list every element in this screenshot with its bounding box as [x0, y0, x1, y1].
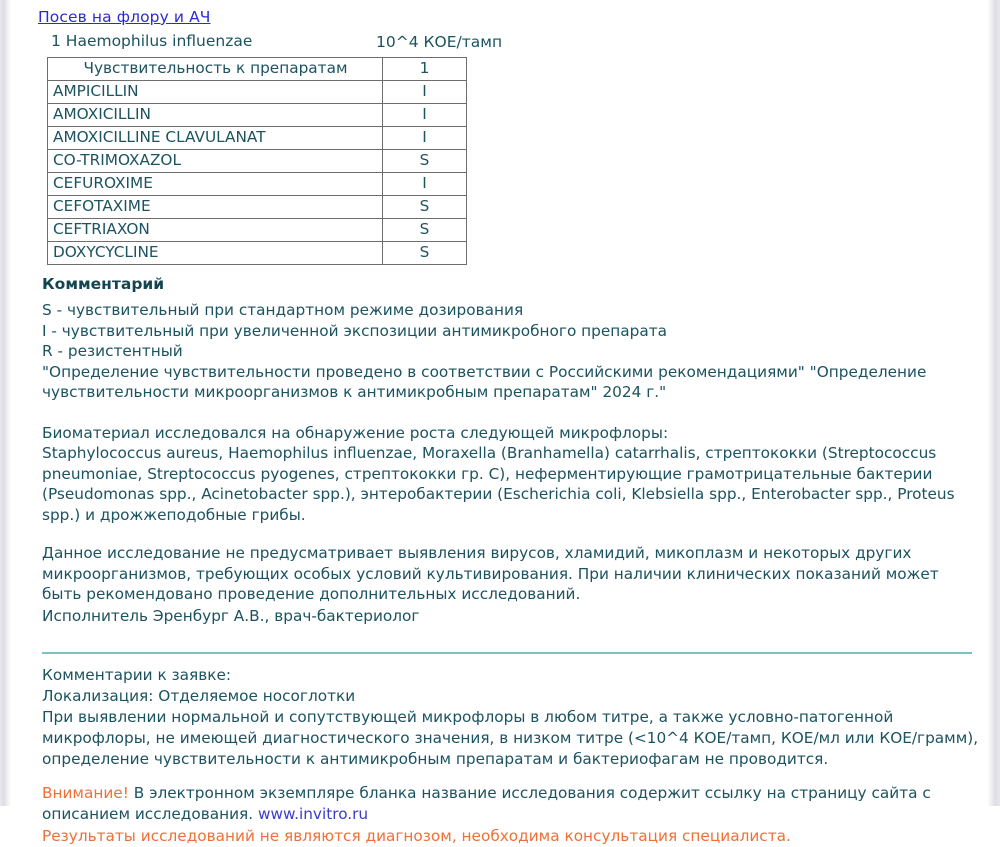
- invitro-site-link[interactable]: www.invitro.ru: [258, 804, 369, 823]
- drug-sensitivity: I: [383, 104, 467, 127]
- drug-name: AMPICILLIN: [48, 81, 383, 104]
- legend-line-i: I - чувствительный при увеличенной экспозиции антимикробного препарата: [42, 321, 668, 340]
- drug-name: AMOXICILLINE CLAVULANAT: [48, 127, 383, 150]
- limitation-note: Данное исследование не предусматривает выявления вирусов, хламидий, микоплазм и некоторых других микроорганизмов, требующих особых условий культивирования. При наличии клинических показаний может быть рекомендовано проведение дополнительных исследований.: [42, 544, 939, 603]
- drug-name: CEFTRIAXON: [48, 219, 383, 242]
- standard-reference-text: "Определение чувствительности проведено в соответствии с Российскими рекомендациями" "Определение чувствительности микроорганизмов к антимикробным препаратам" 2024 г.": [42, 362, 927, 401]
- drug-sensitivity: S: [383, 150, 467, 173]
- table-row: [48, 196, 467, 219]
- drug-name: CO-TRIMOXAZOL: [48, 150, 383, 173]
- executor-line: Исполнитель Эренбург А.В., врач-бактериолог: [42, 606, 420, 625]
- attention-text: В электронном экземпляре бланка название исследования содержит ссылку на страницу сайта с описанием исследования.: [42, 783, 931, 823]
- drug-sensitivity: S: [383, 196, 467, 219]
- organism-titer: 10^4 КОЕ/тамп: [376, 33, 503, 51]
- drug-name: AMOXICILLIN: [48, 104, 383, 127]
- comment-heading: Комментарий: [42, 275, 165, 293]
- page-right-shadow: [987, 0, 1000, 806]
- organism-name: 1 Haemophilus influenzae: [51, 32, 253, 50]
- table-row: [48, 150, 467, 173]
- study-title-link[interactable]: Посев на флору и АЧ: [38, 8, 211, 26]
- legend-line-r: R - резистентный: [42, 342, 183, 360]
- drug-name: CEFOTAXIME: [48, 196, 383, 219]
- table-row: [48, 81, 467, 104]
- table-row: [48, 104, 467, 127]
- drug-name: CEFUROXIME: [48, 173, 383, 196]
- request-comments-heading: Комментарии к заявке:: [42, 665, 232, 684]
- drug-sensitivity: I: [383, 127, 467, 150]
- localization-line: Локализация: Отделяемое носоглотки: [42, 686, 356, 705]
- table-row: [48, 219, 467, 242]
- request-comments-block: [38, 665, 979, 770]
- section-divider: [42, 652, 972, 654]
- drug-sensitivity: S: [383, 219, 467, 242]
- report-sheet: [11, 0, 987, 845]
- attention-paragraph: [42, 783, 977, 825]
- warning-block: [38, 783, 979, 847]
- microflora-intro: Биоматериал исследовался на обнаружение роста следующей микрофлоры:: [42, 423, 669, 442]
- organism-row: [38, 30, 979, 55]
- drug-sensitivity: I: [383, 173, 467, 196]
- table-row: [48, 127, 467, 150]
- sensitivity-table: [47, 57, 467, 265]
- drug-sensitivity: I: [383, 81, 467, 104]
- diagnosis-disclaimer: Результаты исследований не являются диагнозом, необходима консультация специалиста.: [42, 826, 791, 845]
- microflora-list: Staphylococcus aureus, Haemophilus influenzae, Moraxella (Branhamella) catarrhalis, стрептококки (Streptococcus pneumoniae, Streptococcus pyogenes, стрептококки гр. C), неферментирующие грамотрицательные бактерии (Pseudomonas spp., Acinetobacter spp.), энтеробактерии (Escherichia coli, Klebsiella spp., Enterobacter spp., Proteus spp.) и дрожжеподобные грибы.: [42, 444, 955, 524]
- table-header-value: 1: [383, 58, 467, 81]
- page-left-shadow: [0, 0, 11, 806]
- table-header-row: [48, 58, 467, 81]
- legend-line-s: S - чувствительный при стандартном режиме дозирования: [42, 301, 524, 319]
- table-row: [48, 242, 467, 265]
- attention-label: Внимание!: [42, 783, 129, 802]
- drug-sensitivity: S: [383, 242, 467, 265]
- table-row: [48, 173, 467, 196]
- request-comments-note: При выявлении нормальной и сопутствующей микрофлоры в любом титре, а также условно-патогенной микрофлоры, не имеющей диагностического значения, в низком титре (<10^4 КОЕ/тамп, КОЕ/мл или КОЕ/грамм), определение чувствительности к антимикробным препаратам и бактериофагам не проводится.: [42, 707, 979, 768]
- sensitivity-table-body: [48, 58, 467, 265]
- drug-name: DOXYCYCLINE: [48, 242, 383, 265]
- table-header-drug: Чувствительность к препаратам: [48, 58, 383, 81]
